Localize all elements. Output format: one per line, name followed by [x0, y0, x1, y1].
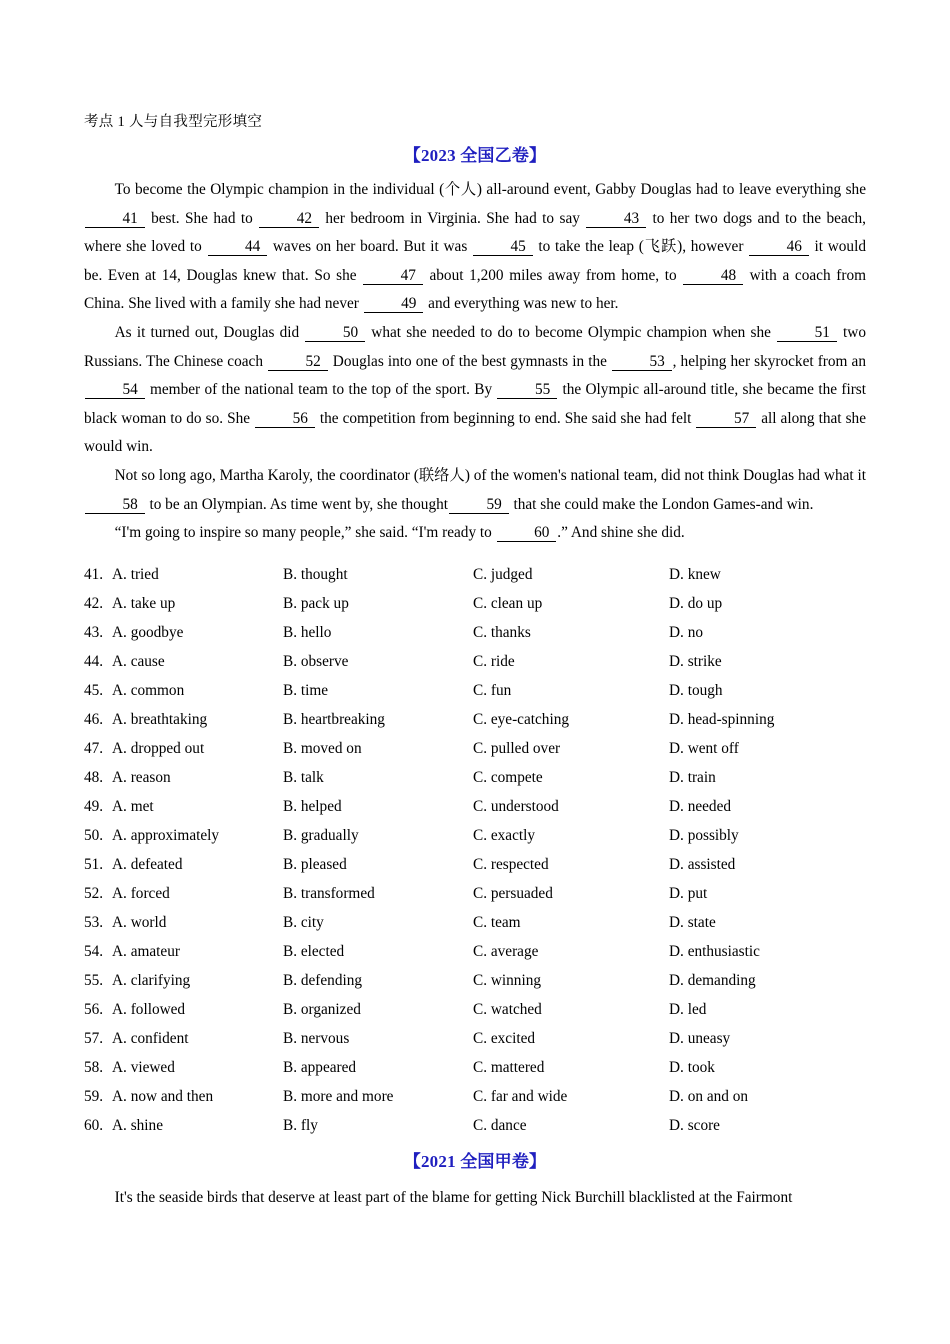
option-a[interactable]: A. reason	[112, 768, 171, 786]
option-b[interactable]: B. organized	[283, 1000, 361, 1018]
question-number: 51.	[84, 855, 104, 873]
passage-text: best. She had to	[145, 209, 259, 227]
question-number: 47.	[84, 739, 104, 757]
blank-47[interactable]: 47	[363, 268, 423, 285]
question-number: 59.	[84, 1087, 104, 1105]
question-row	[84, 821, 866, 850]
question-row	[84, 676, 866, 705]
option-d[interactable]: D. needed	[669, 797, 732, 815]
option-c[interactable]: C. watched	[473, 1000, 542, 1018]
option-d[interactable]: D. possibly	[669, 826, 739, 844]
question-row	[84, 879, 866, 908]
option-a[interactable]: A. amateur	[112, 942, 180, 960]
blank-59[interactable]: 59	[449, 497, 509, 514]
option-d[interactable]: D. state	[669, 913, 716, 931]
option-b[interactable]: B. elected	[283, 942, 345, 960]
blank-41[interactable]: 41	[85, 211, 145, 228]
option-d[interactable]: D. uneasy	[669, 1029, 731, 1047]
question-row	[84, 618, 866, 647]
passage-text: , helping her skyrocket from an	[672, 352, 866, 370]
page-content	[84, 112, 866, 1212]
question-number: 49.	[84, 797, 104, 815]
passage-text: to her two dogs and to the beach, where she loved to	[84, 209, 867, 256]
blank-53[interactable]: 53	[612, 354, 672, 371]
question-number: 60.	[84, 1116, 104, 1134]
passage-body	[84, 176, 866, 548]
option-a[interactable]: A. cause	[112, 652, 165, 670]
passage-text: .” And shine she did.	[557, 524, 685, 542]
option-a[interactable]: A. forced	[112, 884, 170, 902]
option-d[interactable]: D. do up	[669, 594, 723, 612]
option-b[interactable]: B. pleased	[283, 855, 347, 873]
option-b[interactable]: B. thought	[283, 565, 348, 583]
option-b[interactable]: B. observe	[283, 652, 349, 670]
passage-text: Douglas into one of the best gymnasts in the	[328, 352, 611, 370]
option-a[interactable]: A. approximately	[112, 826, 220, 844]
question-number: 57.	[84, 1029, 104, 1047]
option-a[interactable]: A. breathtaking	[112, 710, 208, 728]
option-c[interactable]: C. excited	[473, 1029, 536, 1047]
option-a[interactable]: A. common	[112, 681, 185, 699]
option-a[interactable]: A. tried	[112, 565, 159, 583]
question-number: 56.	[84, 1000, 104, 1018]
question-number: 52.	[84, 884, 104, 902]
blank-46[interactable]: 46	[749, 239, 809, 256]
passage-text: “I'm going to inspire so many people,” she said. “I'm ready to	[114, 524, 496, 542]
passage-text: the competition from beginning to end. She said she had felt	[315, 409, 696, 427]
blank-54[interactable]: 54	[85, 382, 145, 399]
option-c[interactable]: C. thanks	[473, 623, 531, 641]
passage-paragraph	[84, 462, 866, 519]
option-c[interactable]: C. persuaded	[473, 884, 553, 902]
option-d[interactable]: D. took	[669, 1058, 715, 1076]
option-d[interactable]: D. assisted	[669, 855, 736, 873]
question-row	[84, 560, 866, 589]
option-a[interactable]: A. followed	[112, 1000, 186, 1018]
question-row	[84, 995, 866, 1024]
option-b[interactable]: B. fly	[283, 1116, 318, 1134]
question-number: 48.	[84, 768, 104, 786]
exam-title-2023: 【2023 全国乙卷】	[403, 146, 547, 165]
option-a[interactable]: A. viewed	[112, 1058, 175, 1076]
blank-45[interactable]: 45	[473, 239, 533, 256]
option-c[interactable]: C. exactly	[473, 826, 536, 844]
option-b[interactable]: B. nervous	[283, 1029, 350, 1047]
options-list	[84, 560, 866, 1140]
option-d[interactable]: D. demanding	[669, 971, 756, 989]
passage-text: her bedroom in Virginia. She had to say	[319, 209, 586, 227]
option-c[interactable]: C. understood	[473, 797, 559, 815]
question-number: 42.	[84, 594, 104, 612]
option-b[interactable]: B. transformed	[283, 884, 375, 902]
option-b[interactable]: B. heartbreaking	[283, 710, 385, 728]
blank-58[interactable]: 58	[85, 497, 145, 514]
option-a[interactable]: A. confident	[112, 1029, 189, 1047]
passage-paragraph	[84, 319, 866, 462]
passage-text: all along that she would win.	[84, 409, 866, 456]
blank-42[interactable]: 42	[259, 211, 319, 228]
question-row	[84, 1053, 866, 1082]
option-b[interactable]: B. appeared	[283, 1058, 357, 1076]
passage-text: about 1,200 miles away from home, to	[423, 266, 683, 284]
question-row	[84, 734, 866, 763]
option-d[interactable]: D. put	[669, 884, 708, 902]
passage-text: with a coach from China. She lived with a family she had never	[84, 266, 866, 313]
option-c[interactable]: C. dance	[473, 1116, 527, 1134]
question-number: 58.	[84, 1058, 104, 1076]
blank-50[interactable]: 50	[305, 325, 365, 342]
question-row	[84, 1111, 866, 1140]
option-c[interactable]: C. winning	[473, 971, 541, 989]
blank-52[interactable]: 52	[268, 354, 328, 371]
option-c[interactable]: C. mattered	[473, 1058, 545, 1076]
option-a[interactable]: A. world	[112, 913, 167, 931]
option-d[interactable]: D. led	[669, 1000, 707, 1018]
option-c[interactable]: C. fun	[473, 681, 512, 699]
question-number: 45.	[84, 681, 104, 699]
blank-49[interactable]: 49	[364, 296, 424, 313]
option-b[interactable]: B. helped	[283, 797, 342, 815]
option-d[interactable]: D. on and on	[669, 1087, 749, 1105]
passage-text: to take the leap (飞跃), however	[533, 238, 749, 256]
option-b[interactable]: B. talk	[283, 768, 324, 786]
question-row	[84, 1082, 866, 1111]
question-number: 50.	[84, 826, 104, 844]
question-row	[84, 763, 866, 792]
option-d[interactable]: D. went off	[669, 739, 739, 757]
option-b[interactable]: B. gradually	[283, 826, 359, 844]
passage-text: As it turned out, Douglas did	[114, 323, 305, 341]
question-number: 41.	[84, 565, 104, 583]
option-b[interactable]: B. hello	[283, 623, 332, 641]
option-c[interactable]: C. far and wide	[473, 1087, 568, 1105]
passage-text: the Olympic all-around title, she became the first black woman to do so. She	[84, 381, 866, 427]
passage-text: Not so long ago, Martha Karoly, the coordinator (联络人) of the women's national team, did not think Douglas had what it	[114, 466, 866, 484]
option-c[interactable]: C. clean up	[473, 594, 543, 612]
passage-2021-intro: It's the seaside birds that deserve at least part of the blame for getting Nick Burchill blacklisted at the Fairmont	[114, 1188, 793, 1206]
option-b[interactable]: B. city	[283, 913, 324, 931]
option-b[interactable]: B. moved on	[283, 739, 362, 757]
option-a[interactable]: A. goodbye	[112, 623, 184, 641]
option-a[interactable]: A. dropped out	[112, 739, 205, 757]
question-number: 46.	[84, 710, 104, 728]
option-d[interactable]: D. enthusiastic	[669, 942, 760, 960]
question-row	[84, 937, 866, 966]
option-b[interactable]: B. pack up	[283, 594, 349, 612]
passage-text: member of the national team to the top of the sport. By	[145, 381, 497, 399]
question-number: 44.	[84, 652, 104, 670]
question-row	[84, 705, 866, 734]
blank-56[interactable]: 56	[255, 411, 315, 428]
option-b[interactable]: B. time	[283, 681, 329, 699]
question-row	[84, 908, 866, 937]
option-d[interactable]: D. no	[669, 623, 703, 641]
page-header-title: 考点 1 人与自我型完形填空	[84, 114, 263, 130]
option-c[interactable]: C. ride	[473, 652, 515, 670]
question-number: 55.	[84, 971, 104, 989]
question-row	[84, 647, 866, 676]
question-number: 53.	[84, 913, 104, 931]
option-a[interactable]: A. shine	[112, 1116, 163, 1134]
passage-paragraph	[84, 519, 866, 548]
option-c[interactable]: C. pulled over	[473, 739, 561, 757]
passage-paragraph	[84, 176, 866, 319]
blank-57[interactable]: 57	[696, 411, 756, 428]
blank-48[interactable]: 48	[683, 268, 743, 285]
question-row	[84, 850, 866, 879]
option-b[interactable]: B. defending	[283, 971, 363, 989]
question-number: 54.	[84, 942, 104, 960]
option-c[interactable]: C. compete	[473, 768, 543, 786]
blank-60[interactable]: 60	[497, 525, 557, 542]
question-row	[84, 966, 866, 995]
passage-text: To become the Olympic champion in the individual (个人) all-around event, Gabby Douglas had to leave everything she	[114, 181, 866, 198]
question-row	[84, 1024, 866, 1053]
option-d[interactable]: D. score	[669, 1116, 720, 1134]
passage-text: it would be. Even at 14, Douglas knew that. So she	[84, 238, 866, 284]
option-d[interactable]: D. head-spinning	[669, 710, 775, 728]
question-number: 43.	[84, 623, 104, 641]
blank-43[interactable]: 43	[586, 211, 646, 228]
option-a[interactable]: A. met	[112, 797, 154, 815]
option-c[interactable]: C. team	[473, 913, 521, 931]
option-d[interactable]: D. tough	[669, 681, 723, 699]
option-a[interactable]: A. clarifying	[112, 971, 191, 989]
option-d[interactable]: D. train	[669, 768, 716, 786]
option-a[interactable]: A. now and then	[112, 1087, 214, 1105]
question-row	[84, 792, 866, 821]
option-d[interactable]: D. strike	[669, 652, 722, 670]
passage-text: two Russians. The Chinese coach	[84, 323, 866, 370]
passage-text: and everything was new to her.	[424, 295, 619, 313]
exam-title-2021: 【2021 全国甲卷】	[403, 1151, 547, 1171]
option-a[interactable]: A. defeated	[112, 855, 183, 873]
passage-text: that she could make the London Games-and win.	[509, 495, 814, 513]
option-d[interactable]: D. knew	[669, 565, 721, 583]
passage-text: waves on her board. But it was	[268, 238, 472, 256]
blank-44[interactable]: 44	[208, 239, 268, 256]
passage-text: to be an Olympian. As time went by, she thought	[145, 495, 449, 513]
option-c[interactable]: C. judged	[473, 565, 533, 583]
option-c[interactable]: C. eye-catching	[473, 710, 569, 728]
question-row	[84, 589, 866, 618]
option-a[interactable]: A. take up	[112, 594, 176, 612]
option-c[interactable]: C. respected	[473, 855, 549, 873]
blank-51[interactable]: 51	[777, 325, 837, 342]
passage-text: what she needed to do to become Olympic champion when she	[366, 323, 777, 341]
blank-55[interactable]: 55	[497, 382, 557, 399]
option-b[interactable]: B. more and more	[283, 1087, 394, 1105]
option-c[interactable]: C. average	[473, 942, 539, 960]
